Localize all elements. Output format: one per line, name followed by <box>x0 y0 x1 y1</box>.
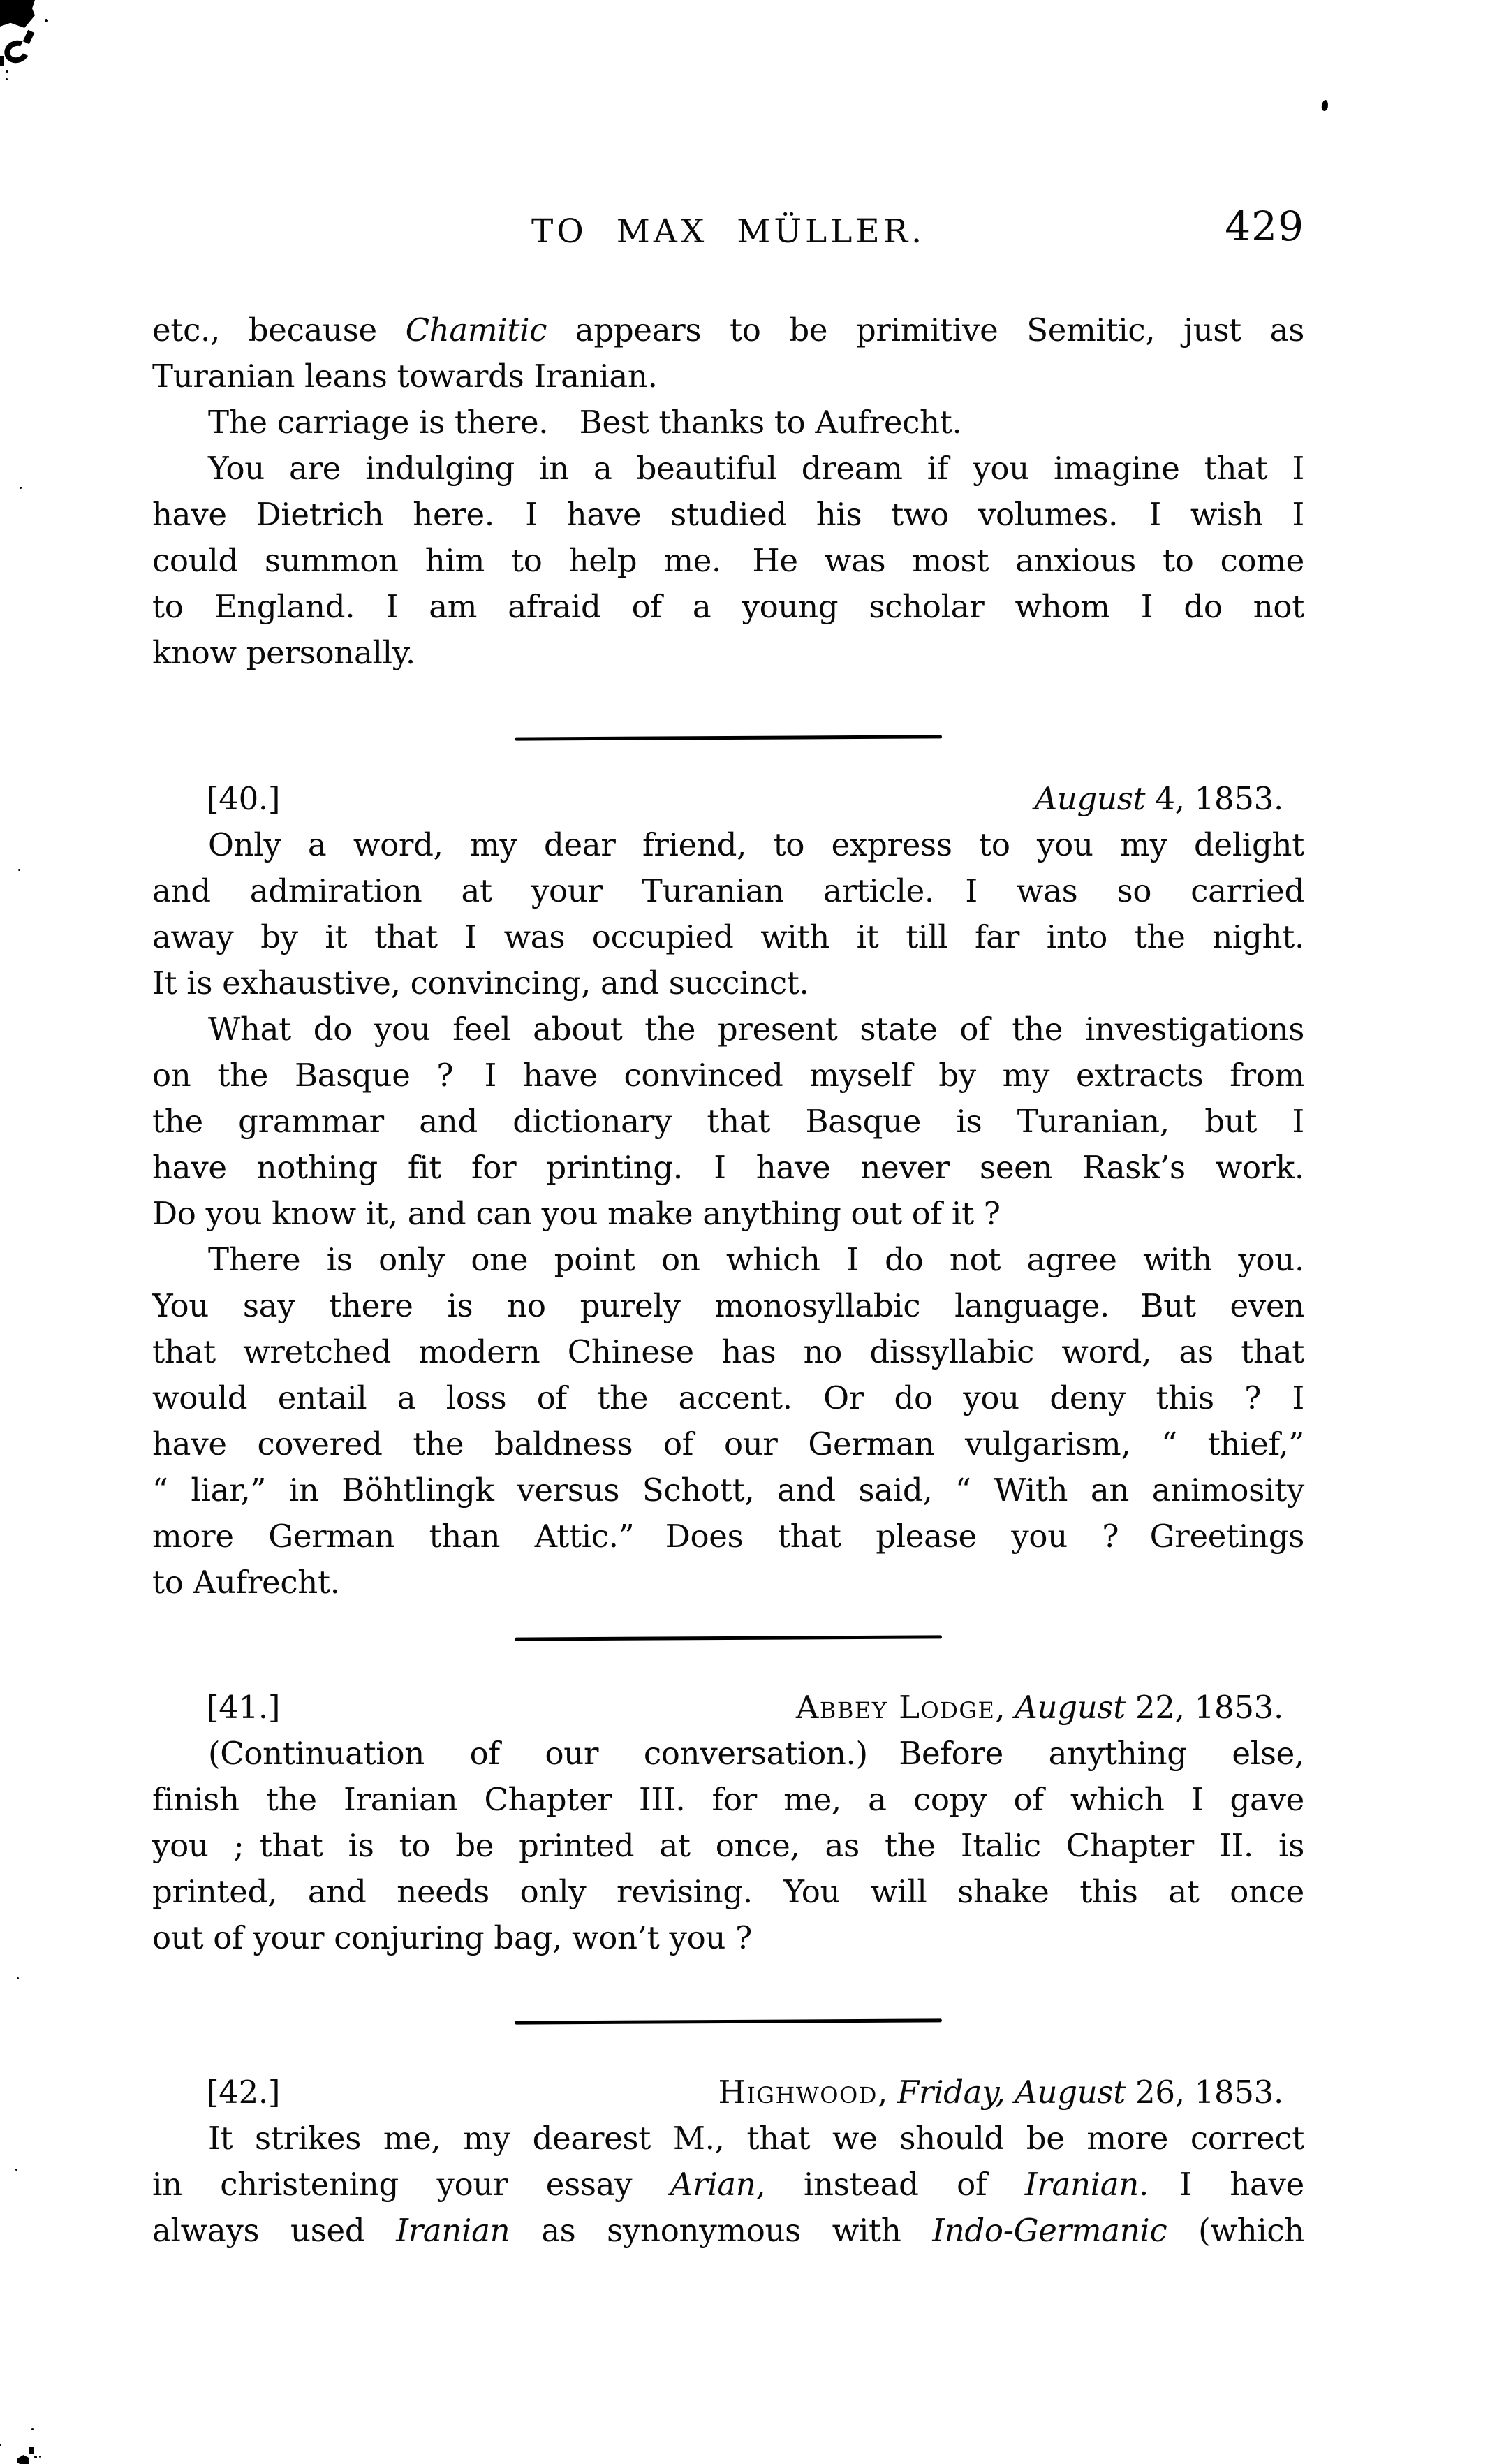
italic-text-segment: Chamitic <box>405 311 547 349</box>
page-number: 429 <box>1225 203 1304 250</box>
italic-text-segment: Iranian <box>1024 2166 1139 2203</box>
text-segment: would entail a loss of the accent. Or do you deny this ? I <box>152 1379 1304 1416</box>
text-segment: printed, and needs only revising. You will shake this at once <box>152 1873 1304 1910</box>
text-segment: It is exhaustive, convincing, and succinct. <box>152 965 809 1002</box>
text-line <box>152 307 1304 353</box>
text-line <box>152 446 1304 492</box>
text-line <box>152 2162 1304 2208</box>
ink-dot <box>34 2456 37 2458</box>
ink-dot <box>0 2444 1 2446</box>
ink-dot <box>45 19 48 22</box>
text-segment: 4, 1853. <box>1145 780 1283 817</box>
text-segment: the grammar and dictionary that Basque is Turanian, but I <box>152 1103 1304 1140</box>
text-line <box>152 1421 1304 1467</box>
stray-comma-mark <box>1321 99 1329 111</box>
italic-text-segment: Iranian <box>396 2212 510 2249</box>
text-segment: to England. I am afraid of a young scholar whom I do not <box>152 588 1304 625</box>
text-segment: Turanian leans towards Iranian. <box>152 358 658 395</box>
text-line <box>152 2115 1304 2162</box>
text-segment: , instead of <box>755 2166 1025 2203</box>
ink-blob-bottom-left <box>17 2455 29 2464</box>
paragraph <box>152 1731 1304 1961</box>
text-line <box>152 1915 1304 1961</box>
text-segment: have covered the baldness of our German vulgarism, “ thief,” <box>152 1425 1304 1462</box>
letter-number: [41.] <box>207 1689 281 1726</box>
text-line <box>152 1467 1304 1513</box>
text-segment: out of your conjuring bag, won’t you ? <box>152 1919 752 1956</box>
text-line <box>152 492 1304 538</box>
text-segment: The carriage is there. Best thanks to Aufrecht. <box>208 404 962 441</box>
italic-text-segment: August <box>1034 780 1146 817</box>
text-segment: away by it that I was occupied with it till far into the night. <box>152 918 1304 955</box>
text-segment: could summon him to help me. He was most anxious to come <box>152 542 1304 579</box>
text-line <box>152 1145 1304 1191</box>
text-segment: It strikes me, my dearest M., that we should be more correct <box>208 2120 1304 2157</box>
page-header <box>152 203 1304 255</box>
text-segment: , <box>995 1689 1015 1726</box>
page-body <box>152 307 1304 2254</box>
margin-speck <box>18 869 20 871</box>
ink-dot <box>6 70 8 73</box>
ink-spike-top-left <box>23 30 35 45</box>
ink-dot <box>6 78 8 80</box>
text-line <box>152 1053 1304 1099</box>
text-segment: . I have <box>1138 2166 1304 2203</box>
margin-speck <box>17 1977 19 1979</box>
text-segment: Only a word, my dear friend, to express to you my delight <box>208 826 1304 863</box>
ink-bar-top-left <box>0 56 4 66</box>
smallcaps-text-segment: Highwood <box>718 2074 878 2111</box>
text-line <box>152 353 1304 399</box>
separator-rule <box>515 735 942 740</box>
margin-speck <box>15 2169 17 2171</box>
text-segment: more German than Attic.” Does that please you ? Greetings <box>152 1518 1304 1555</box>
text-line <box>152 1731 1304 1777</box>
italic-text-segment: Friday, August <box>897 2074 1126 2111</box>
smallcaps-text-segment: Abbey Lodge <box>795 1689 996 1726</box>
text-line <box>152 1560 1304 1606</box>
ink-bar-bottom-left <box>29 2447 34 2454</box>
text-line <box>152 822 1304 868</box>
text-segment: You are indulging in a beautiful dream if you imagine that I <box>208 450 1304 487</box>
text-line <box>152 1777 1304 1823</box>
text-segment: appears to be primitive Semitic, just as <box>547 311 1304 349</box>
text-line <box>152 1283 1304 1329</box>
paragraph <box>152 399 1304 446</box>
paragraph <box>152 307 1304 399</box>
text-segment: “ liar,” in Böhtlingk versus Schott, and said, “ With an animosity <box>152 1472 1304 1509</box>
letter-dateline <box>1035 776 1304 822</box>
text-segment: finish the Iranian Chapter III. for me, a copy of which I gave <box>152 1781 1304 1818</box>
text-line <box>152 2208 1304 2254</box>
text-segment: know personally. <box>152 634 415 671</box>
text-line <box>152 1823 1304 1869</box>
text-line <box>152 1237 1304 1283</box>
letter-number: [40.] <box>207 780 281 817</box>
ink-dot <box>39 2456 41 2458</box>
paragraph <box>152 1006 1304 1237</box>
margin-speck <box>20 487 22 489</box>
italic-text-segment: Arian <box>670 2166 756 2203</box>
text-line <box>152 960 1304 1006</box>
text-column <box>152 203 1304 2254</box>
text-segment: to Aufrecht. <box>152 1564 340 1601</box>
paragraph <box>152 2115 1304 2254</box>
ink-dot <box>31 2428 34 2430</box>
italic-text-segment: Indo-Germanic <box>932 2212 1167 2249</box>
text-segment: etc., because <box>152 311 406 349</box>
letter-heading <box>152 1685 1304 1731</box>
text-segment: Do you know it, and can you make anything out of it ? <box>152 1195 1001 1232</box>
text-segment: What do you feel about the present state of the investigations <box>208 1011 1304 1048</box>
paragraph <box>152 822 1304 1006</box>
text-segment: 22, 1853. <box>1126 1689 1283 1726</box>
letter-heading <box>152 776 1304 822</box>
text-line <box>152 914 1304 960</box>
text-line <box>152 1375 1304 1421</box>
text-line <box>152 1513 1304 1560</box>
text-segment: and admiration at your Turanian article. I was so carried <box>152 872 1304 909</box>
text-line <box>152 538 1304 584</box>
text-segment: There is only one point on which I do not agree with you. <box>208 1241 1304 1278</box>
text-segment: (which <box>1167 2212 1304 2249</box>
letter-dateline <box>718 2069 1304 2115</box>
text-line <box>152 630 1304 676</box>
letter-dateline <box>796 1685 1304 1731</box>
text-segment: you ; that is to be printed at once, as the Italic Chapter II. is <box>152 1827 1304 1864</box>
text-segment: , <box>877 2074 897 2111</box>
text-segment: always used <box>152 2212 397 2249</box>
letter-number: [42.] <box>207 2074 281 2111</box>
text-segment: (Continuation of our conversation.) Before anything else, <box>208 1735 1304 1772</box>
text-line <box>152 1329 1304 1375</box>
text-line <box>152 584 1304 630</box>
text-segment: that wretched modern Chinese has no dissyllabic word, as that <box>152 1333 1304 1370</box>
text-segment: in christening your essay <box>152 2166 670 2203</box>
text-segment: as synonymous with <box>510 2212 933 2249</box>
text-segment: have Dietrich here. I have studied his two volumes. I wish I <box>152 496 1304 533</box>
italic-text-segment: August <box>1015 1689 1126 1726</box>
text-line <box>152 1191 1304 1237</box>
text-segment: on the Basque ? I have convinced myself by my extracts from <box>152 1057 1304 1094</box>
text-line <box>152 868 1304 914</box>
page-title: TO MAX MÜLLER. <box>531 212 926 251</box>
text-line <box>152 1869 1304 1915</box>
text-line <box>152 1006 1304 1053</box>
ink-blotch-top-left <box>0 0 35 28</box>
text-line <box>152 1099 1304 1145</box>
text-segment: You say there is no purely monosyllabic language. But even <box>152 1287 1304 1324</box>
text-segment: 26, 1853. <box>1126 2074 1283 2111</box>
paragraph <box>152 1237 1304 1606</box>
separator-rule <box>515 1635 942 1641</box>
paragraph <box>152 446 1304 676</box>
separator-rule <box>515 2018 942 2024</box>
text-line <box>152 399 1304 446</box>
letter-heading <box>152 2069 1304 2115</box>
text-segment: have nothing fit for printing. I have never seen Rask’s work. <box>152 1149 1304 1186</box>
